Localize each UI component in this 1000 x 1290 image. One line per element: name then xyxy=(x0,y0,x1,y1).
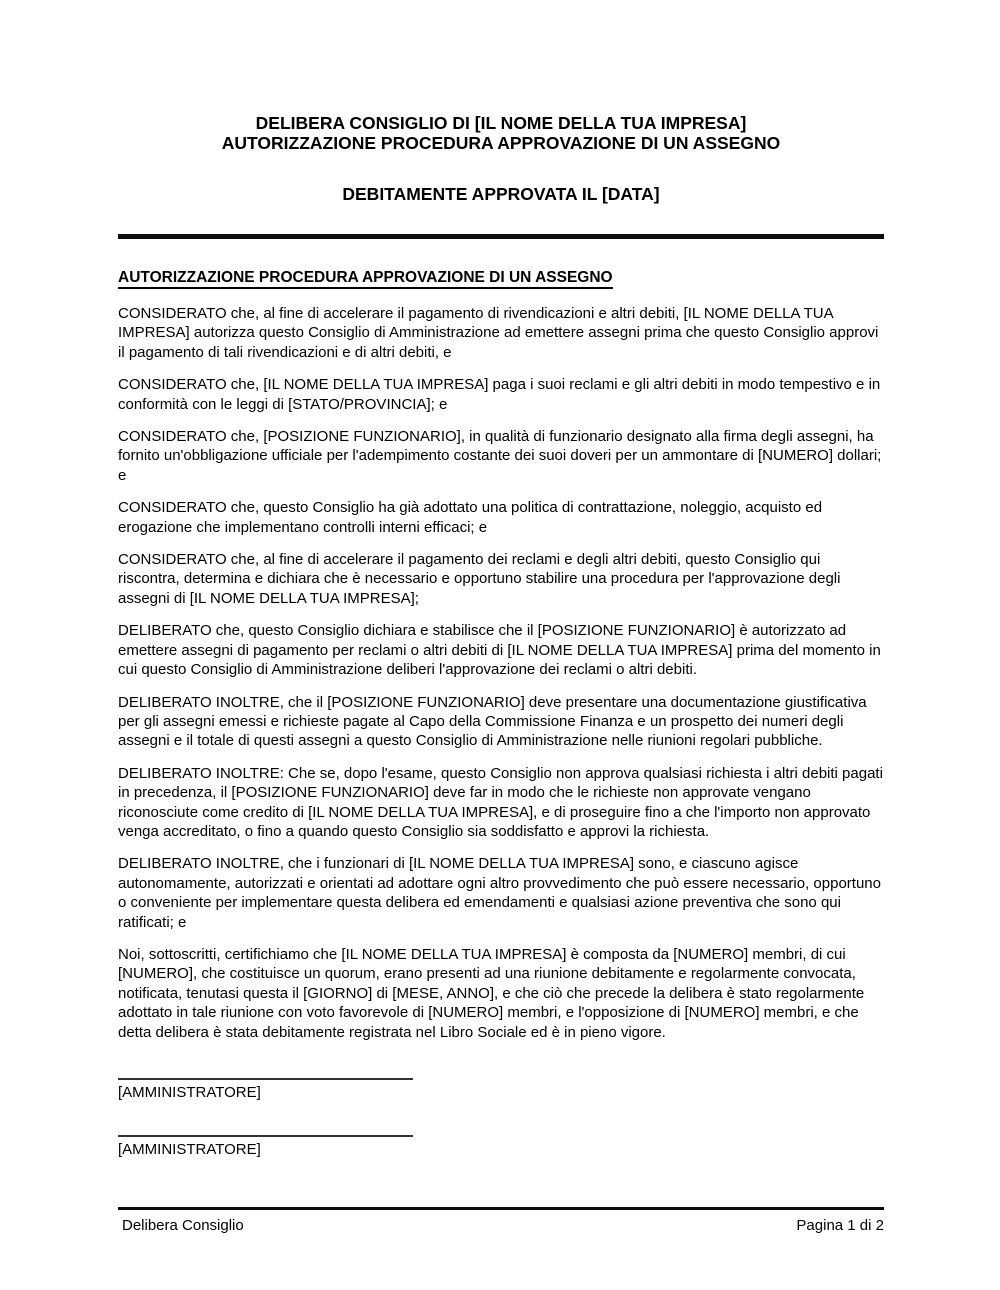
document-body xyxy=(118,304,884,1042)
paragraph-considerato-4: CONSIDERATO che, questo Consiglio ha già adottato una politica di contrattazione, noleggio, acquisto ed erogazione che implementano controlli interni efficaci; e xyxy=(118,499,823,536)
signature-label-1: [AMMINISTRATORE] xyxy=(118,1084,261,1101)
paragraph-deliberato-3: DELIBERATO INOLTRE: Che se, dopo l'esame, questo Consiglio non approva qualsiasi richiesta i altri debiti pagati in precedenza, il [POSIZIONE FUNZIONARIO] deve far in modo che le richieste non approvate vengano riconosciute come credito di [IL NOME DELLA TUA IMPRESA], e di proseguire fino a che l'importo non approvato venga accreditato, o fino a quando questo Consiglio sia soddisfatto e approvi la richiesta. xyxy=(118,764,883,840)
paragraph-deliberato-4: DELIBERATO INOLTRE, che i funzionari di [IL NOME DELLA TUA IMPRESA] sono, e ciascuno agisce autonomamente, autorizzati e orientati ad adottare ogni altro provvedimento che può essere necessario, opportuno o conveniente per implementare questa delibera ed emendamenti e qualsiasi azione preventiva che sono qui ratificati; e xyxy=(118,855,881,931)
document-title-line2: AUTORIZZAZIONE PROCEDURA APPROVAZIONE DI UN ASSEGNO xyxy=(221,132,781,153)
paragraph-considerato-1: CONSIDERATO che, al fine di accelerare il pagamento di rivendicazioni e altri debiti, [IL NOME DELLA TUA IMPRESA] autorizza questo Consiglio di Amministrazione ad emettere assegni prima che questo Consiglio approvi il pagamento di tali rivendicazioni e di altri debiti, e xyxy=(118,305,879,361)
paragraph-deliberato-2: DELIBERATO INOLTRE, che il [POSIZIONE FUNZIONARIO] deve presentare una documentazione giustificativa per gli assegni emessi e richieste pagate al Capo della Commissione Finanza e un prospetto dei numeri degli assegni e il totale di questi assegni a questo Consiglio di Amministrazione nelle riunioni regolari pubbliche. xyxy=(118,693,867,750)
header-divider-rule xyxy=(118,234,884,239)
footer-document-name: Delibera Consiglio xyxy=(122,1217,244,1234)
signature-block-1 xyxy=(118,1078,413,1103)
signature-block-2 xyxy=(118,1135,413,1160)
paragraph-certification: Noi, sottoscritti, certifichiamo che [IL NOME DELLA TUA IMPRESA] è composta da [NUMERO] membri, di cui [NUMERO], che costituisce un quorum, erano presenti ad una riunione debitamente e regolarmente convocata, notificata, tenutasi questa il [GIORNO] di [MESE, ANNO], e che ciò che precede la delibera è stato regolarmente adottato in tale riunione con voto favorevole di [NUMERO] membri, e l'opposizione di [NUMERO] membri, e che detta delibera è stata debitamente registrata nel Libro Sociale ed è in pieno vigore. xyxy=(118,945,865,1041)
footer-page-number: Pagina 1 di 2 xyxy=(796,1217,884,1234)
paragraph-considerato-3: CONSIDERATO che, [POSIZIONE FUNZIONARIO], in qualità di funzionario designato alla firma degli assegni, ha fornito un'obbligazione ufficiale per l'adempimento costante dei suoi doveri per un ammontare di [NUMERO] dollari; e xyxy=(118,428,882,484)
paragraph-considerato-5: CONSIDERATO che, al fine di accelerare il pagamento dei reclami e degli altri debiti, questo Consiglio qui riscontra, determina e dichiara che è necessario e opportuno stabilire una procedura per l'approvazione degli assegni di [IL NOME DELLA TUA IMPRESA]; xyxy=(118,551,841,607)
signature-label-2: [AMMINISTRATORE] xyxy=(118,1140,261,1158)
section-heading xyxy=(118,268,884,288)
document-content xyxy=(118,0,884,1159)
document-title xyxy=(118,114,884,153)
section-heading-text: AUTORIZZAZIONE PROCEDURA APPROVAZIONE DI UN ASSEGNO xyxy=(118,269,613,289)
approval-line: DEBITAMENTE APPROVATA IL [DATA] xyxy=(342,184,660,204)
document-title-line1: DELIBERA CONSIGLIO DI [IL NOME DELLA TUA IMPRESA] xyxy=(255,113,747,133)
paragraph-deliberato-1: DELIBERATO che, questo Consiglio dichiara e stabilisce che il [POSIZIONE FUNZIONARIO] è autorizzato ad emettere assegni di pagamento per reclami o altri debiti di [IL NOME DELLA TUA IMPRESA] prima del momento in cui questo Consiglio di Amministrazione deliberi l'approvazione dei reclami o altri debiti. xyxy=(118,622,881,679)
paragraph-considerato-2: CONSIDERATO che, [IL NOME DELLA TUA IMPRESA] paga i suoi reclami e gli altri debiti in modo tempestivo e in conformità con le leggi di [STATO/PROVINCIA]; e xyxy=(118,376,881,413)
page-footer xyxy=(118,1207,884,1235)
